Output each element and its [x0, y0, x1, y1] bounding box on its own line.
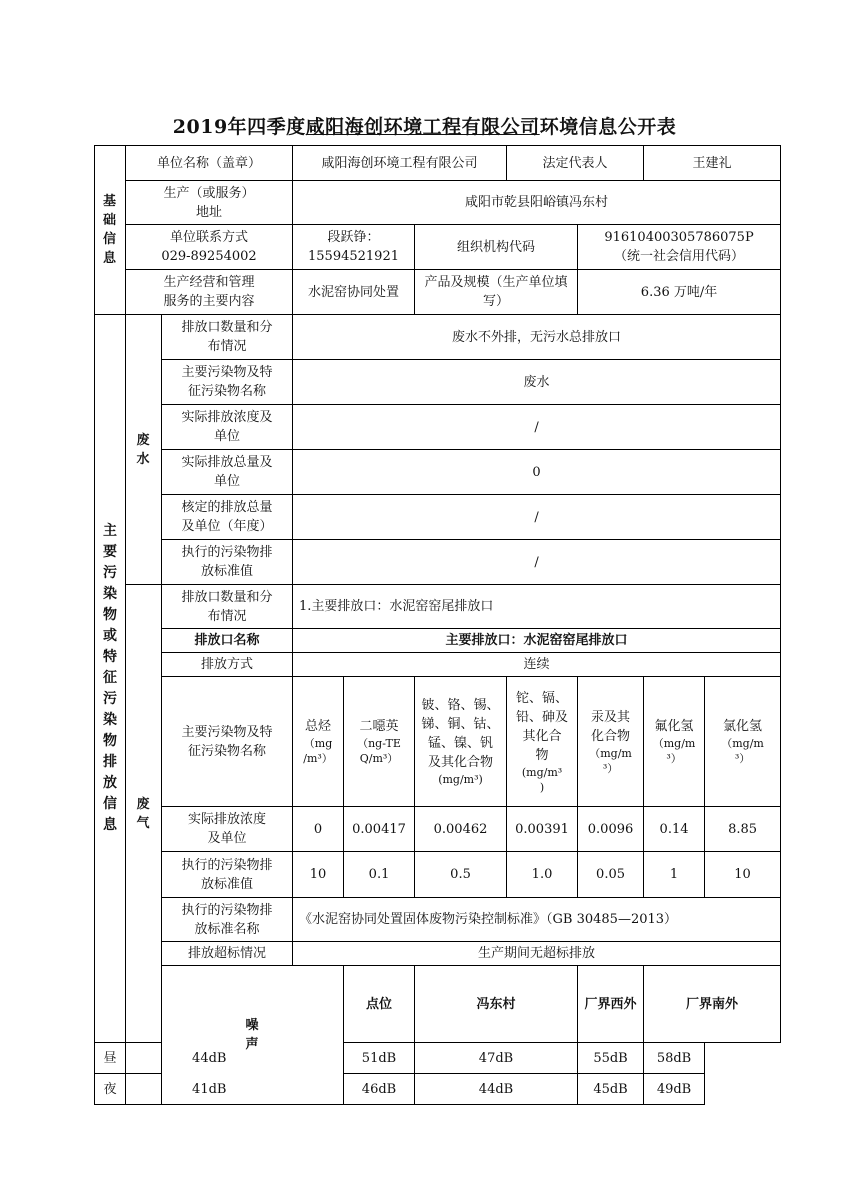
noise-night-value: 49dB	[644, 1074, 705, 1105]
water-label: 执行的污染物排 放标准值	[162, 540, 293, 585]
standard-value: 1	[644, 852, 705, 898]
noise-point: 冯东村	[415, 966, 578, 1043]
water-value: 0	[293, 450, 781, 495]
standard-value: 0.1	[344, 852, 415, 898]
legal-rep-label: 法定代表人	[507, 146, 644, 181]
actual-label: 实际排放浓度 及单位	[162, 807, 293, 852]
unit-name-label: 单位名称（盖章）	[126, 146, 293, 181]
noise-header-row	[95, 966, 781, 1043]
actual-value: 0.00417	[344, 807, 415, 852]
pollutant-col-hydrogen-chloride: 氯化氢 （mg/m ³）	[705, 677, 781, 807]
noise-point: 厂界南外	[644, 966, 781, 1043]
noise-section-label: 噪 声	[162, 966, 344, 1105]
standard-name-value: 《水泥窑协同处置固体废物污染控制标准》（GB 30485—2013）	[293, 898, 781, 942]
pollutant-section-label: 主 要 污 染 物 或 特 征 污 染 物 排 放 信 息	[95, 315, 126, 1043]
standard-value: 0.05	[578, 852, 644, 898]
pollutant-col-hydrogen-fluoride: 氟化氢 （mg/m ³）	[644, 677, 705, 807]
standard-label: 执行的污染物排 放标准值	[162, 852, 293, 898]
noise-point-label: 点位	[344, 966, 415, 1043]
gas-outlet-label: 排放口数量和分 布情况	[162, 585, 293, 629]
noise-night-row	[95, 1074, 781, 1105]
standard-value: 10	[705, 852, 781, 898]
exceed-label: 排放超标情况	[162, 942, 293, 966]
org-code-label: 组织机构代码	[415, 225, 578, 270]
address-label: 生产（或服务） 地址	[126, 181, 293, 225]
noise-day-value: 47dB	[415, 1043, 578, 1074]
gas-pollutant-header-row	[95, 677, 781, 807]
business-label: 生产经营和管理 服务的主要内容	[126, 270, 293, 315]
actual-value: 0.0096	[578, 807, 644, 852]
water-value: /	[293, 540, 781, 585]
noise-night-value: 41dB	[126, 1074, 293, 1105]
actual-value: 0.14	[644, 807, 705, 852]
noise-day-value: 55dB	[578, 1043, 644, 1074]
basic-section-label: 基 础 信 息	[95, 146, 126, 315]
gas-section-label: 废 气	[126, 585, 162, 1043]
water-row	[95, 405, 781, 450]
gas-actual-row	[95, 807, 781, 852]
title-suffix: 环境信息公开表	[539, 116, 677, 138]
water-row	[95, 360, 781, 405]
pollutant-col-dioxin: 二噁英 （ng-TE Q/m³）	[344, 677, 415, 807]
water-row	[95, 450, 781, 495]
pollutant-col-heavy-metals-a: 铍、铬、锡、 锑、铜、钴、 锰、镍、钒 及其化合物 (mg/m³)	[415, 677, 507, 807]
water-label: 排放口数量和分 布情况	[162, 315, 293, 360]
water-row	[95, 315, 781, 360]
pollutant-col-total-hydrocarbon: 总烃 （mg /m³）	[293, 677, 344, 807]
noise-point: 厂界西外	[578, 966, 644, 1043]
method-value: 连续	[293, 653, 781, 677]
gas-exceed-row	[95, 942, 781, 966]
outlet-name-value: 主要排放口：水泥窑窑尾排放口	[293, 629, 781, 653]
method-label: 排放方式	[162, 653, 293, 677]
noise-night-value: 45dB	[578, 1074, 644, 1105]
actual-value: 0	[293, 807, 344, 852]
water-label: 主要污染物及特 征污染物名称	[162, 360, 293, 405]
address-value: 咸阳市乾县阳峪镇冯东村	[293, 181, 781, 225]
noise-night-label: 夜	[95, 1074, 126, 1105]
basic-row-address	[95, 181, 781, 225]
standard-value: 1.0	[507, 852, 578, 898]
water-row	[95, 540, 781, 585]
gas-outlet-row	[95, 585, 781, 629]
standard-name-label: 执行的污染物排 放标准名称	[162, 898, 293, 942]
basic-row-unit	[95, 146, 781, 181]
basic-row-contact	[95, 225, 781, 270]
scale-label: 产品及规模（生产单位填 写）	[415, 270, 578, 315]
gas-outlet-value: 1.主要排放口：水泥窑窑尾排放口	[293, 585, 781, 629]
gas-standard-name-row	[95, 898, 781, 942]
gas-method-row	[95, 653, 781, 677]
outlet-name-label: 排放口名称	[162, 629, 293, 653]
gas-standard-row	[95, 852, 781, 898]
water-row	[95, 495, 781, 540]
gas-outlet-name-row	[95, 629, 781, 653]
contact-label: 单位联系方式 029-89254002	[126, 225, 293, 270]
business-value: 水泥窑协同处置	[293, 270, 415, 315]
water-value: /	[293, 495, 781, 540]
noise-day-row	[95, 1043, 781, 1074]
water-value: 废水不外排，无污水总排放口	[293, 315, 781, 360]
water-label: 实际排放浓度及 单位	[162, 405, 293, 450]
actual-value: 8.85	[705, 807, 781, 852]
legal-rep-value: 王建礼	[644, 146, 781, 181]
contact-person: 段跃铮： 15594521921	[293, 225, 415, 270]
unit-name-value: 咸阳海创环境工程有限公司	[293, 146, 507, 181]
actual-value: 0.00391	[507, 807, 578, 852]
title-company: 咸阳海创环境工程有限公司	[305, 116, 540, 138]
noise-day-value: 51dB	[344, 1043, 415, 1074]
environment-info-table	[94, 145, 781, 1105]
noise-day-label: 昼	[95, 1043, 126, 1074]
pollutant-col-heavy-metals-b: 铊、镉、 铅、砷及 其化合 物 (mg/m³ )	[507, 677, 578, 807]
water-label: 核定的排放总量 及单位（年度）	[162, 495, 293, 540]
org-code-value: 91610400305786075P （统一社会信用代码）	[578, 225, 781, 270]
scale-value: 6.36 万吨/年	[578, 270, 781, 315]
noise-night-value: 44dB	[415, 1074, 578, 1105]
standard-value: 10	[293, 852, 344, 898]
actual-value: 0.00462	[415, 807, 507, 852]
water-label: 实际排放总量及 单位	[162, 450, 293, 495]
pollutant-col-mercury: 汞及其 化合物 （mg/m ³）	[578, 677, 644, 807]
noise-night-value: 46dB	[344, 1074, 415, 1105]
water-value: /	[293, 405, 781, 450]
water-section-label: 废 水	[126, 315, 162, 585]
exceed-value: 生产期间无超标排放	[293, 942, 781, 966]
document-title	[0, 112, 849, 139]
water-value: 废水	[293, 360, 781, 405]
noise-day-value: 58dB	[644, 1043, 705, 1074]
noise-day-value: 44dB	[126, 1043, 293, 1074]
standard-value: 0.5	[415, 852, 507, 898]
title-year: 2019年四季度	[172, 116, 306, 138]
gas-pollutant-label: 主要污染物及特 征污染物名称	[162, 677, 293, 807]
basic-row-business	[95, 270, 781, 315]
